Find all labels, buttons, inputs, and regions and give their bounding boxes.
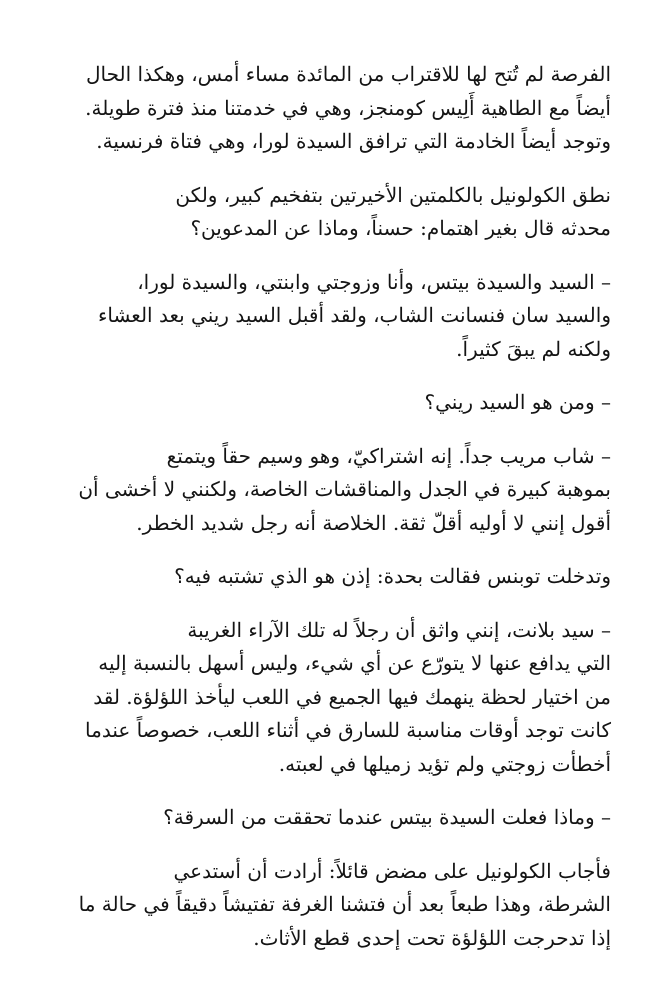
text-line: بموهبة كبيرة في الجدل والمناقشات الخاصة، ولكنني لا أخشى أن bbox=[78, 477, 611, 501]
text-line: أخطأت زوجتي ولم تؤيد زميلها في لعبته. bbox=[278, 751, 611, 776]
text-line: كانت توجد أوقات مناسبة للسارق في أثناء اللعب، خصوصاً عندما bbox=[85, 718, 611, 742]
text-line: محدثه قال بغير اهتمام: حسناً، وماذا عن المدعوين؟ bbox=[190, 216, 611, 240]
text-line: – وماذا فعلت السيدة بيتس عندما تحققت من السرقة؟ bbox=[163, 805, 611, 829]
text-line: أيضاً مع الطاهية أَلِيس كومنجز، وهي في خدمتنا منذ فترة طويلة. bbox=[85, 95, 611, 120]
text-line: نطق الكولونيل بالكلمتين الأخيرتين بتفخيم كبير، ولكن bbox=[175, 182, 611, 207]
paragraph bbox=[62, 58, 611, 159]
text-line: الفرصة لم تُتح لها للاقتراب من المائدة مساء أمس، وهكذا الحال bbox=[86, 62, 611, 86]
text-line: من اختيار لحظة ينهمك فيها الجميع في اللعب ليأخذ اللؤلؤة. لقد bbox=[93, 684, 611, 709]
paragraph bbox=[62, 801, 611, 835]
text-line: – سيد بلانت، إنني واثق أن رجلاً له تلك الآراء الغريبة bbox=[187, 617, 611, 642]
text-line: ولكنه لم يبقَ كثيراً. bbox=[456, 336, 611, 361]
text-line: – شاب مريب جداً. إنه اشتراكيّ، وهو وسيم حقاً ويتمتع bbox=[166, 443, 611, 468]
text-line: التي يدافع عنها لا يتورّع عن أي شيء، وليس أسهل بالنسبة إليه bbox=[98, 651, 611, 675]
text-line: – السيد والسيدة بيتس، وأنا وزوجتي وابنتي، والسيدة لورا، bbox=[137, 269, 611, 294]
paragraph bbox=[62, 855, 611, 956]
text-line: وتدخلت توبنس فقالت بحدة: إذن هو الذي تشتبه فيه؟ bbox=[174, 564, 611, 588]
text-line: إذا تدحرجت اللؤلؤة تحت إحدى قطع الأثاث. bbox=[253, 925, 611, 950]
paragraph bbox=[62, 179, 611, 246]
paragraph bbox=[62, 440, 611, 541]
text-line: أقول إنني لا أوليه أقلّ ثقة. الخلاصة أنه رجل شديد الخطر. bbox=[136, 510, 611, 535]
paragraph bbox=[62, 386, 611, 420]
text-line: الشرطة، وهذا طبعاً بعد أن فتشنا الغرفة تفتيشاً دقيقاً في حالة ما bbox=[78, 892, 611, 916]
paragraph bbox=[62, 266, 611, 367]
paragraph bbox=[62, 614, 611, 782]
paragraph bbox=[62, 560, 611, 594]
text-line: – ومن هو السيد ريني؟ bbox=[424, 390, 611, 414]
text-line: وتوجد أيضاً الخادمة التي ترافق السيدة لورا، وهي فتاة فرنسية. bbox=[96, 129, 611, 153]
text-line: والسيد سان فنسانت الشاب، ولقد أقبل السيد ريني بعد العشاء bbox=[97, 303, 611, 327]
text-line: فأجاب الكولونيل على مضض قائلاً: أرادت أن أستدعي bbox=[173, 858, 611, 883]
